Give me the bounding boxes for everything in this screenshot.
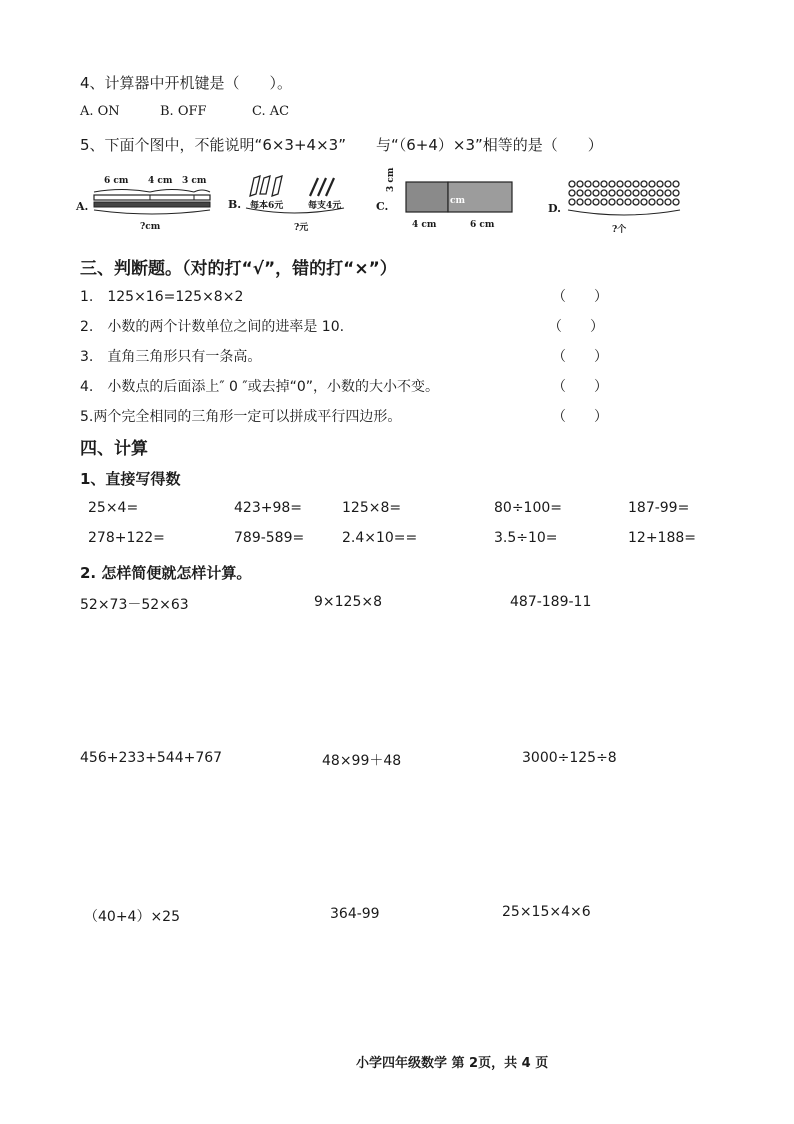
figure-b-bottom-label: ?元 [294,223,309,233]
oral-calc-6: 278+122= [88,530,165,546]
calc-9: 25×15×4×6 [502,904,591,920]
calc-1: 52×73－52×63 [80,597,189,613]
subsection-1-title: 1、直接写得数 [80,470,181,488]
calc-2: 9×125×8 [314,594,382,610]
figure-d [548,178,688,236]
calc-8: 364-99 [330,906,380,922]
calc-6: 3000÷125÷8 [522,750,617,766]
section-3-title: 三、判断题。（对的打“√”，错的打“×”） [80,259,397,279]
question-5: 5、下面个图中，不能说明“6×3+4×3” 与“（6+4）×3”相等的是（ ） [80,136,603,154]
oral-calc-1: 25×4= [88,500,139,516]
figure-a-label-4cm: 4 cm [148,176,173,186]
figure-a-label-3cm: 3 cm [182,176,207,186]
figure-c-inner-label: cm [450,196,466,206]
figure-a-bottom-label: ?cm [140,222,161,232]
figure-b-note-pencils: 每支4元 [308,201,342,211]
q4-option-a: A. ON [80,104,120,119]
q4-option-c: C. AC [252,104,290,119]
figure-c-side-label: 3 cm [386,167,396,192]
page-footer: 小学四年级数学 第 2页，共 4 页 [356,1056,549,1071]
oral-calc-5: 187-99= [628,500,690,516]
pencil-icon [310,178,334,196]
calc-5: 48×99＋48 [322,753,402,769]
figure-b-letter: B. [228,198,242,211]
figure-a-label-6cm: 6 cm [104,176,129,186]
figure-a [76,174,216,234]
oral-calc-10: 12+188= [628,530,696,546]
section-4-title: 四、计算 [80,439,148,459]
figure-d-bottom-label: ?个 [612,225,627,235]
book-icon [250,176,282,196]
calc-4: 456+233+544+767 [80,750,223,766]
judge-item-1-paren[interactable]: （ ） [552,289,608,305]
q4-option-b: B. OFF [160,104,207,119]
judge-item-4-paren[interactable]: （ ） [552,379,608,395]
figure-c-bottom-4cm: 4 cm [412,220,437,230]
judge-item-2-paren[interactable]: （ ） [548,319,604,335]
judge-item-4: 4. 小数点的后面添上″ 0 ″或去掉“0”，小数的大小不变。 [80,379,440,395]
judge-item-5: 5.两个完全相同的三角形一定可以拼成平行四边形。 [80,409,402,425]
judge-item-1: 1. 125×16=125×8×2 [80,289,244,305]
judge-item-2: 2. 小数的两个计数单位之间的进率是 10. [80,319,345,335]
judge-item-3: 3. 直角三角形只有一条高。 [80,349,262,365]
figure-c-bottom-6cm: 6 cm [470,220,495,230]
figure-a-letter: A. [76,200,89,213]
figure-b-note-books: 每本6元 [250,201,284,211]
figure-b [228,172,358,236]
judge-item-3-paren[interactable]: （ ） [552,349,608,365]
calc-3: 487-189-11 [510,594,592,610]
figure-c [376,167,516,236]
calc-7: （40+4）×25 [84,909,180,925]
oral-calc-9: 3.5÷10= [494,530,558,546]
figure-c-letter: C. [376,200,389,213]
oral-calc-3: 125×8= [342,500,402,516]
oral-calc-8: 2.4×10== [342,530,418,546]
judge-item-5-paren[interactable]: （ ） [552,409,608,425]
oral-calc-7: 789-589= [234,530,305,546]
oral-calc-4: 80÷100= [494,500,562,516]
figure-d-diagram [566,178,686,220]
oral-calc-2: 423+98= [234,500,302,516]
figure-a-diagram [92,186,212,220]
subsection-2-title: 2. 怎样简便就怎样计算。 [80,564,252,582]
figure-d-letter: D. [548,202,561,215]
question-4: 4、计算器中开机键是（ ）。 [80,74,293,92]
